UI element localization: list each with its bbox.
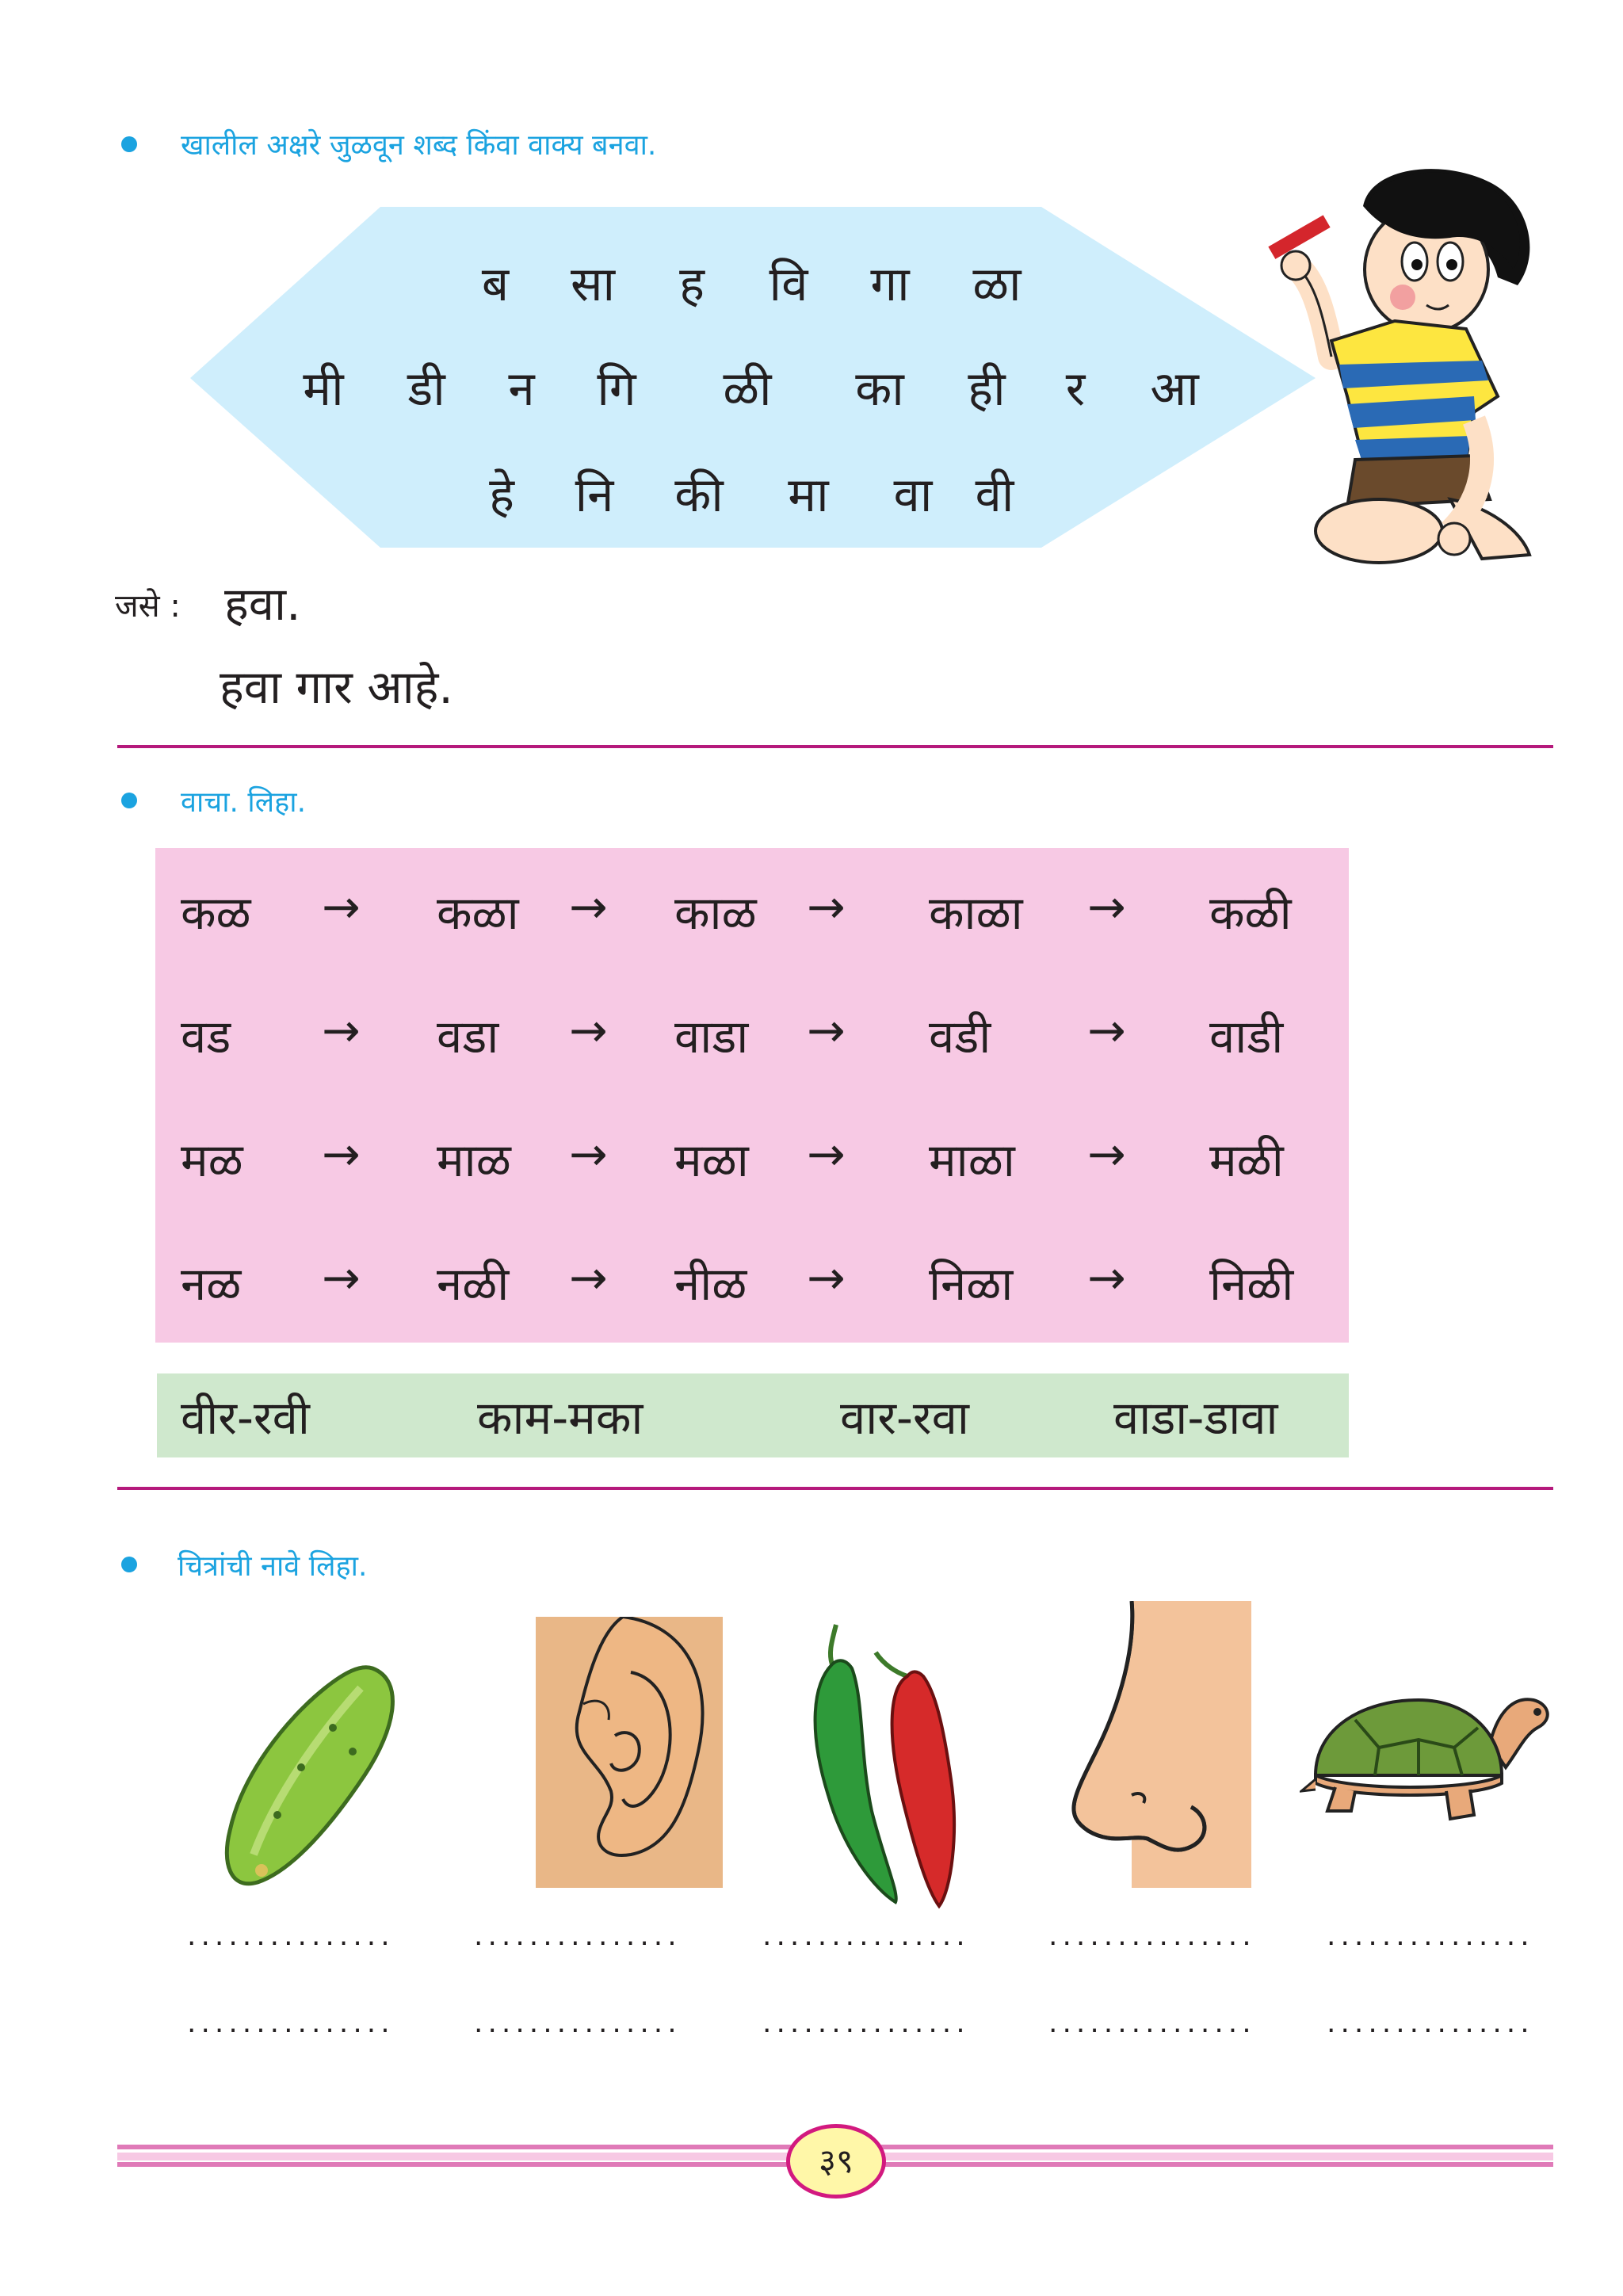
word-cell: निळा [929, 1257, 1014, 1311]
letter-tile: ही [968, 361, 1006, 417]
arrow-icon: → [569, 1003, 608, 1057]
word-cell: मळ [181, 1133, 243, 1187]
example-sentence: हवा गार आहे. [220, 660, 453, 714]
letter-tile: ह [679, 257, 705, 312]
boy-illustration [1236, 159, 1545, 586]
nose-picture [1056, 1601, 1251, 1888]
letter-tile: मा [788, 468, 829, 523]
arrow-icon: → [569, 880, 608, 934]
bullet-icon [121, 793, 137, 808]
letter-tile: न [508, 361, 535, 417]
letter-tile: मी [303, 361, 344, 417]
word-pair: वीर-रवी [181, 1391, 310, 1445]
word-pair: वाडा-डावा [1113, 1391, 1278, 1445]
arrow-icon: → [1087, 1003, 1126, 1057]
word-cell: नळ [181, 1257, 242, 1311]
word-cell: मळी [1209, 1133, 1284, 1187]
write-line: ............... [762, 1920, 970, 1952]
letter-tile: वा [893, 468, 933, 523]
write-line: ............... [474, 2007, 682, 2039]
arrow-icon: → [807, 880, 846, 934]
write-line: ............... [187, 1920, 395, 1952]
word-chain-box [155, 848, 1349, 1343]
word-cell: वडा [437, 1010, 499, 1064]
word-cell: नीळ [674, 1257, 747, 1311]
section2-instruction: वाचा. लिहा. [181, 786, 307, 819]
write-line: ............... [762, 2007, 970, 2039]
letter-tile: हे [489, 468, 514, 523]
word-cell: मळा [674, 1133, 749, 1187]
word-cell: काळा [929, 886, 1023, 940]
word-cell: वाडा [674, 1010, 749, 1064]
page-number: ३९ [786, 2124, 886, 2199]
cucumber-picture [214, 1656, 404, 1894]
word-cell: कळ [181, 886, 251, 940]
write-line: ............... [474, 1920, 682, 1952]
letter-tile: आ [1150, 361, 1199, 417]
word-pair: वार-रवा [840, 1391, 969, 1445]
letter-tile: की [674, 468, 724, 523]
word-cell: कळा [437, 886, 519, 940]
write-line: ............... [187, 2007, 395, 2039]
write-line: ............... [1048, 1920, 1256, 1952]
example-word: हवा. [224, 577, 301, 631]
arrow-icon: → [807, 1251, 846, 1305]
arrow-icon: → [322, 1003, 361, 1057]
section-divider [117, 745, 1553, 748]
letter-tile: नि [575, 468, 614, 523]
section1-instruction: खालील अक्षरे जुळवून शब्द किंवा वाक्य बनवा. [181, 129, 657, 162]
letter-tile: गा [870, 257, 910, 312]
letter-tile: वि [769, 257, 808, 312]
word-cell: काळ [674, 886, 757, 940]
example-label: जसे : [115, 588, 181, 625]
bullet-icon [121, 136, 137, 152]
word-cell: वडी [929, 1010, 991, 1064]
letter-tile: डी [407, 361, 445, 417]
letter-tile: गि [597, 361, 636, 417]
arrow-icon: → [1087, 1127, 1126, 1181]
letter-tile: र [1065, 361, 1086, 417]
write-line: ............... [1048, 2007, 1256, 2039]
arrow-icon: → [807, 1127, 846, 1181]
letter-tile: सा [570, 257, 616, 312]
chillies-picture [796, 1621, 979, 1914]
arrow-icon: → [569, 1127, 608, 1181]
letter-grid [190, 202, 1316, 551]
word-cell: वड [181, 1010, 231, 1064]
letter-tile: वी [975, 468, 1014, 523]
arrow-icon: → [322, 1251, 361, 1305]
arrow-icon: → [322, 1127, 361, 1181]
section-divider [117, 1487, 1553, 1490]
letter-tile: का [855, 361, 904, 417]
word-cell: निळी [1209, 1257, 1294, 1311]
ear-picture [536, 1617, 723, 1888]
word-cell: माळा [929, 1133, 1015, 1187]
word-pairs-box [157, 1373, 1349, 1457]
tortoise-picture [1300, 1672, 1553, 1831]
letter-tile: ब [481, 257, 510, 312]
word-cell: नळी [437, 1257, 510, 1311]
arrow-icon: → [1087, 1251, 1126, 1305]
letter-tile: ळी [723, 361, 772, 417]
section3-instruction: चित्रांची नावे लिहा. [178, 1550, 368, 1583]
write-line: ............... [1327, 1920, 1534, 1952]
arrow-icon: → [569, 1251, 608, 1305]
write-line: ............... [1327, 2007, 1534, 2039]
word-cell: कळी [1209, 886, 1292, 940]
arrow-icon: → [807, 1003, 846, 1057]
letter-tile: ळा [972, 257, 1022, 312]
word-pair: काम-मका [477, 1391, 643, 1445]
word-cell: माळ [437, 1133, 511, 1187]
arrow-icon: → [1087, 880, 1126, 934]
word-cell: वाडी [1209, 1010, 1284, 1064]
arrow-icon: → [322, 880, 361, 934]
bullet-icon [121, 1557, 137, 1572]
